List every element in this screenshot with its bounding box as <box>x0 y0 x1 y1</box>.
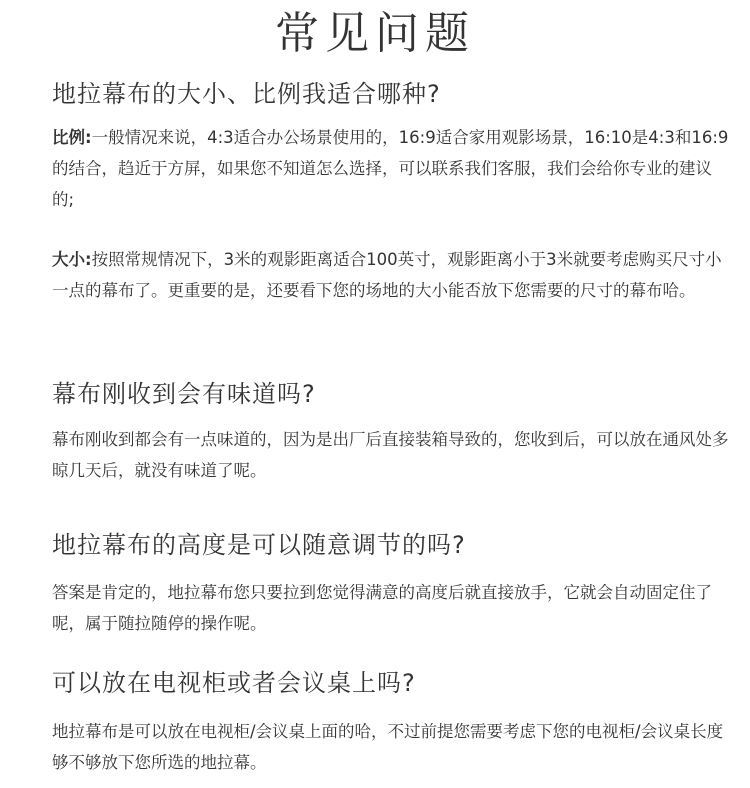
answer-4: 地拉幕布是可以放在电视柜/会议桌上面的哈，不过前提您需要考虑下您的电视柜/会议桌长度够不够放下您所选的地拉幕。 <box>52 722 724 772</box>
answer-3: 答案是肯定的，地拉幕布您只要拉到您觉得满意的高度后就直接放手，它就会自动固定住了呢，属于随拉随停的操作呢。 <box>52 583 712 633</box>
answer-text: 一般情况来说，4:3适合办公场景使用的，16:9适合家用观影场景，16:10是4:3和16:9的结合，趋近于方屏，如果您不知道怎么选择，可以联系我们客服，我们会给你专业的建议的; <box>52 128 729 209</box>
answer-label: 比例: <box>52 128 92 147</box>
answer-text: 按照常规情况下，3米的观影距离适合100英寸，观影距离小于3米就要考虑购买尺寸小一点的幕布了。更重要的是，还要看下您的场地的大小能否放下您需要的尺寸的幕布哈。 <box>52 250 722 300</box>
answer-label: 大小: <box>52 250 92 269</box>
answer-2: 幕布刚收到都会有一点味道的，因为是出厂后直接装箱导致的，您收到后，可以放在通风处多晾几天后，就没有味道了呢。 <box>52 430 729 480</box>
answer-1-ratio <box>52 122 732 215</box>
page-title: 常见问题 <box>275 8 475 59</box>
question-1: 地拉幕布的大小、比例我适合哪种? <box>52 80 441 108</box>
question-2: 幕布刚收到会有味道吗? <box>52 380 316 408</box>
question-3: 地拉幕布的高度是可以随意调节的吗? <box>52 531 466 559</box>
question-4: 可以放在电视柜或者会议桌上吗? <box>52 669 416 697</box>
answer-1-size <box>52 244 732 306</box>
